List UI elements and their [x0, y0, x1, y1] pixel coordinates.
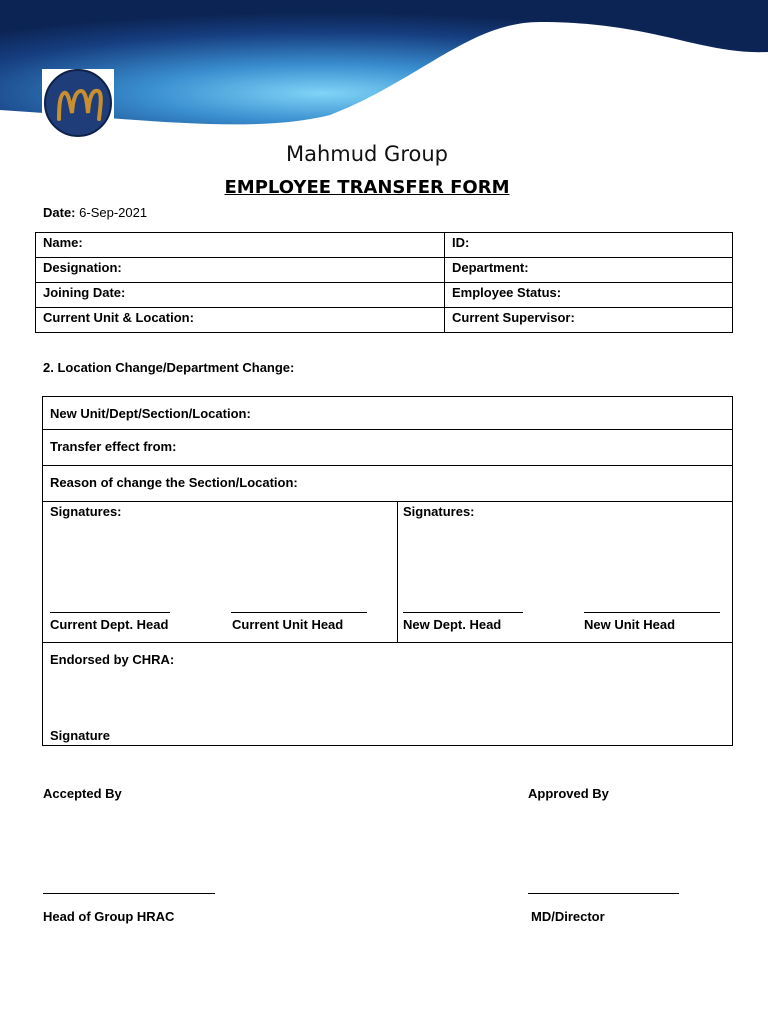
id-field[interactable]: ID:: [445, 233, 733, 258]
table-row: [36, 308, 733, 333]
table-row: [36, 283, 733, 308]
employee-status-field[interactable]: Employee Status:: [445, 283, 733, 308]
chra-signature-label[interactable]: Signature: [50, 728, 110, 743]
company-name: Mahmud Group: [285, 142, 448, 166]
divider: [43, 429, 732, 430]
header-wave-banner: [0, 0, 768, 140]
divider: [43, 501, 732, 502]
new-unit-head-label: New Unit Head: [584, 617, 676, 632]
mahmud-m-logo-icon: [42, 69, 114, 137]
name-field[interactable]: Name:: [36, 233, 445, 258]
md-director-signature-line[interactable]: [528, 893, 679, 894]
new-unit-field[interactable]: New Unit/Dept/Section/Location:: [50, 406, 251, 421]
employee-info-table: [35, 232, 733, 333]
approved-by-label: Approved By: [528, 786, 609, 801]
date-value: 6-Sep-2021: [79, 205, 148, 220]
table-row: [36, 258, 733, 283]
form-title: EMPLOYEE TRANSFER FORM: [224, 177, 510, 198]
current-dept-head-signature-line[interactable]: [50, 612, 170, 613]
reason-field[interactable]: Reason of change the Section/Location:: [50, 475, 298, 490]
md-director-label: MD/Director: [531, 909, 605, 924]
company-logo: [42, 69, 114, 137]
transfer-details-box: [42, 396, 733, 746]
department-field[interactable]: Department:: [445, 258, 733, 283]
new-dept-head-label: New Dept. Head: [403, 617, 502, 632]
joining-date-field[interactable]: Joining Date:: [36, 283, 445, 308]
date-line: [43, 205, 147, 220]
date-label: Date:: [43, 205, 76, 220]
new-dept-head-signature-line[interactable]: [403, 612, 523, 613]
divider: [43, 642, 732, 643]
signatures-right-label: Signatures:: [403, 504, 475, 519]
accepted-by-label: Accepted By: [43, 786, 122, 801]
section-2-title: 2. Location Change/Department Change:: [43, 360, 295, 375]
designation-field[interactable]: Designation:: [36, 258, 445, 283]
head-hrac-label: Head of Group HRAC: [43, 909, 175, 924]
head-hrac-signature-line[interactable]: [43, 893, 215, 894]
signature-divider: [397, 501, 398, 642]
table-row: [36, 233, 733, 258]
current-unit-head-label: Current Unit Head: [232, 617, 344, 632]
current-unit-head-signature-line[interactable]: [231, 612, 367, 613]
current-dept-head-label: Current Dept. Head: [50, 617, 169, 632]
endorsed-by-chra-label: Endorsed by CHRA:: [50, 652, 175, 667]
current-supervisor-field[interactable]: Current Supervisor:: [445, 308, 733, 333]
transfer-effect-field[interactable]: Transfer effect from:: [50, 439, 177, 454]
current-unit-location-field[interactable]: Current Unit & Location:: [36, 308, 445, 333]
divider: [43, 465, 732, 466]
new-unit-head-signature-line[interactable]: [584, 612, 720, 613]
signatures-left-label: Signatures:: [50, 504, 122, 519]
